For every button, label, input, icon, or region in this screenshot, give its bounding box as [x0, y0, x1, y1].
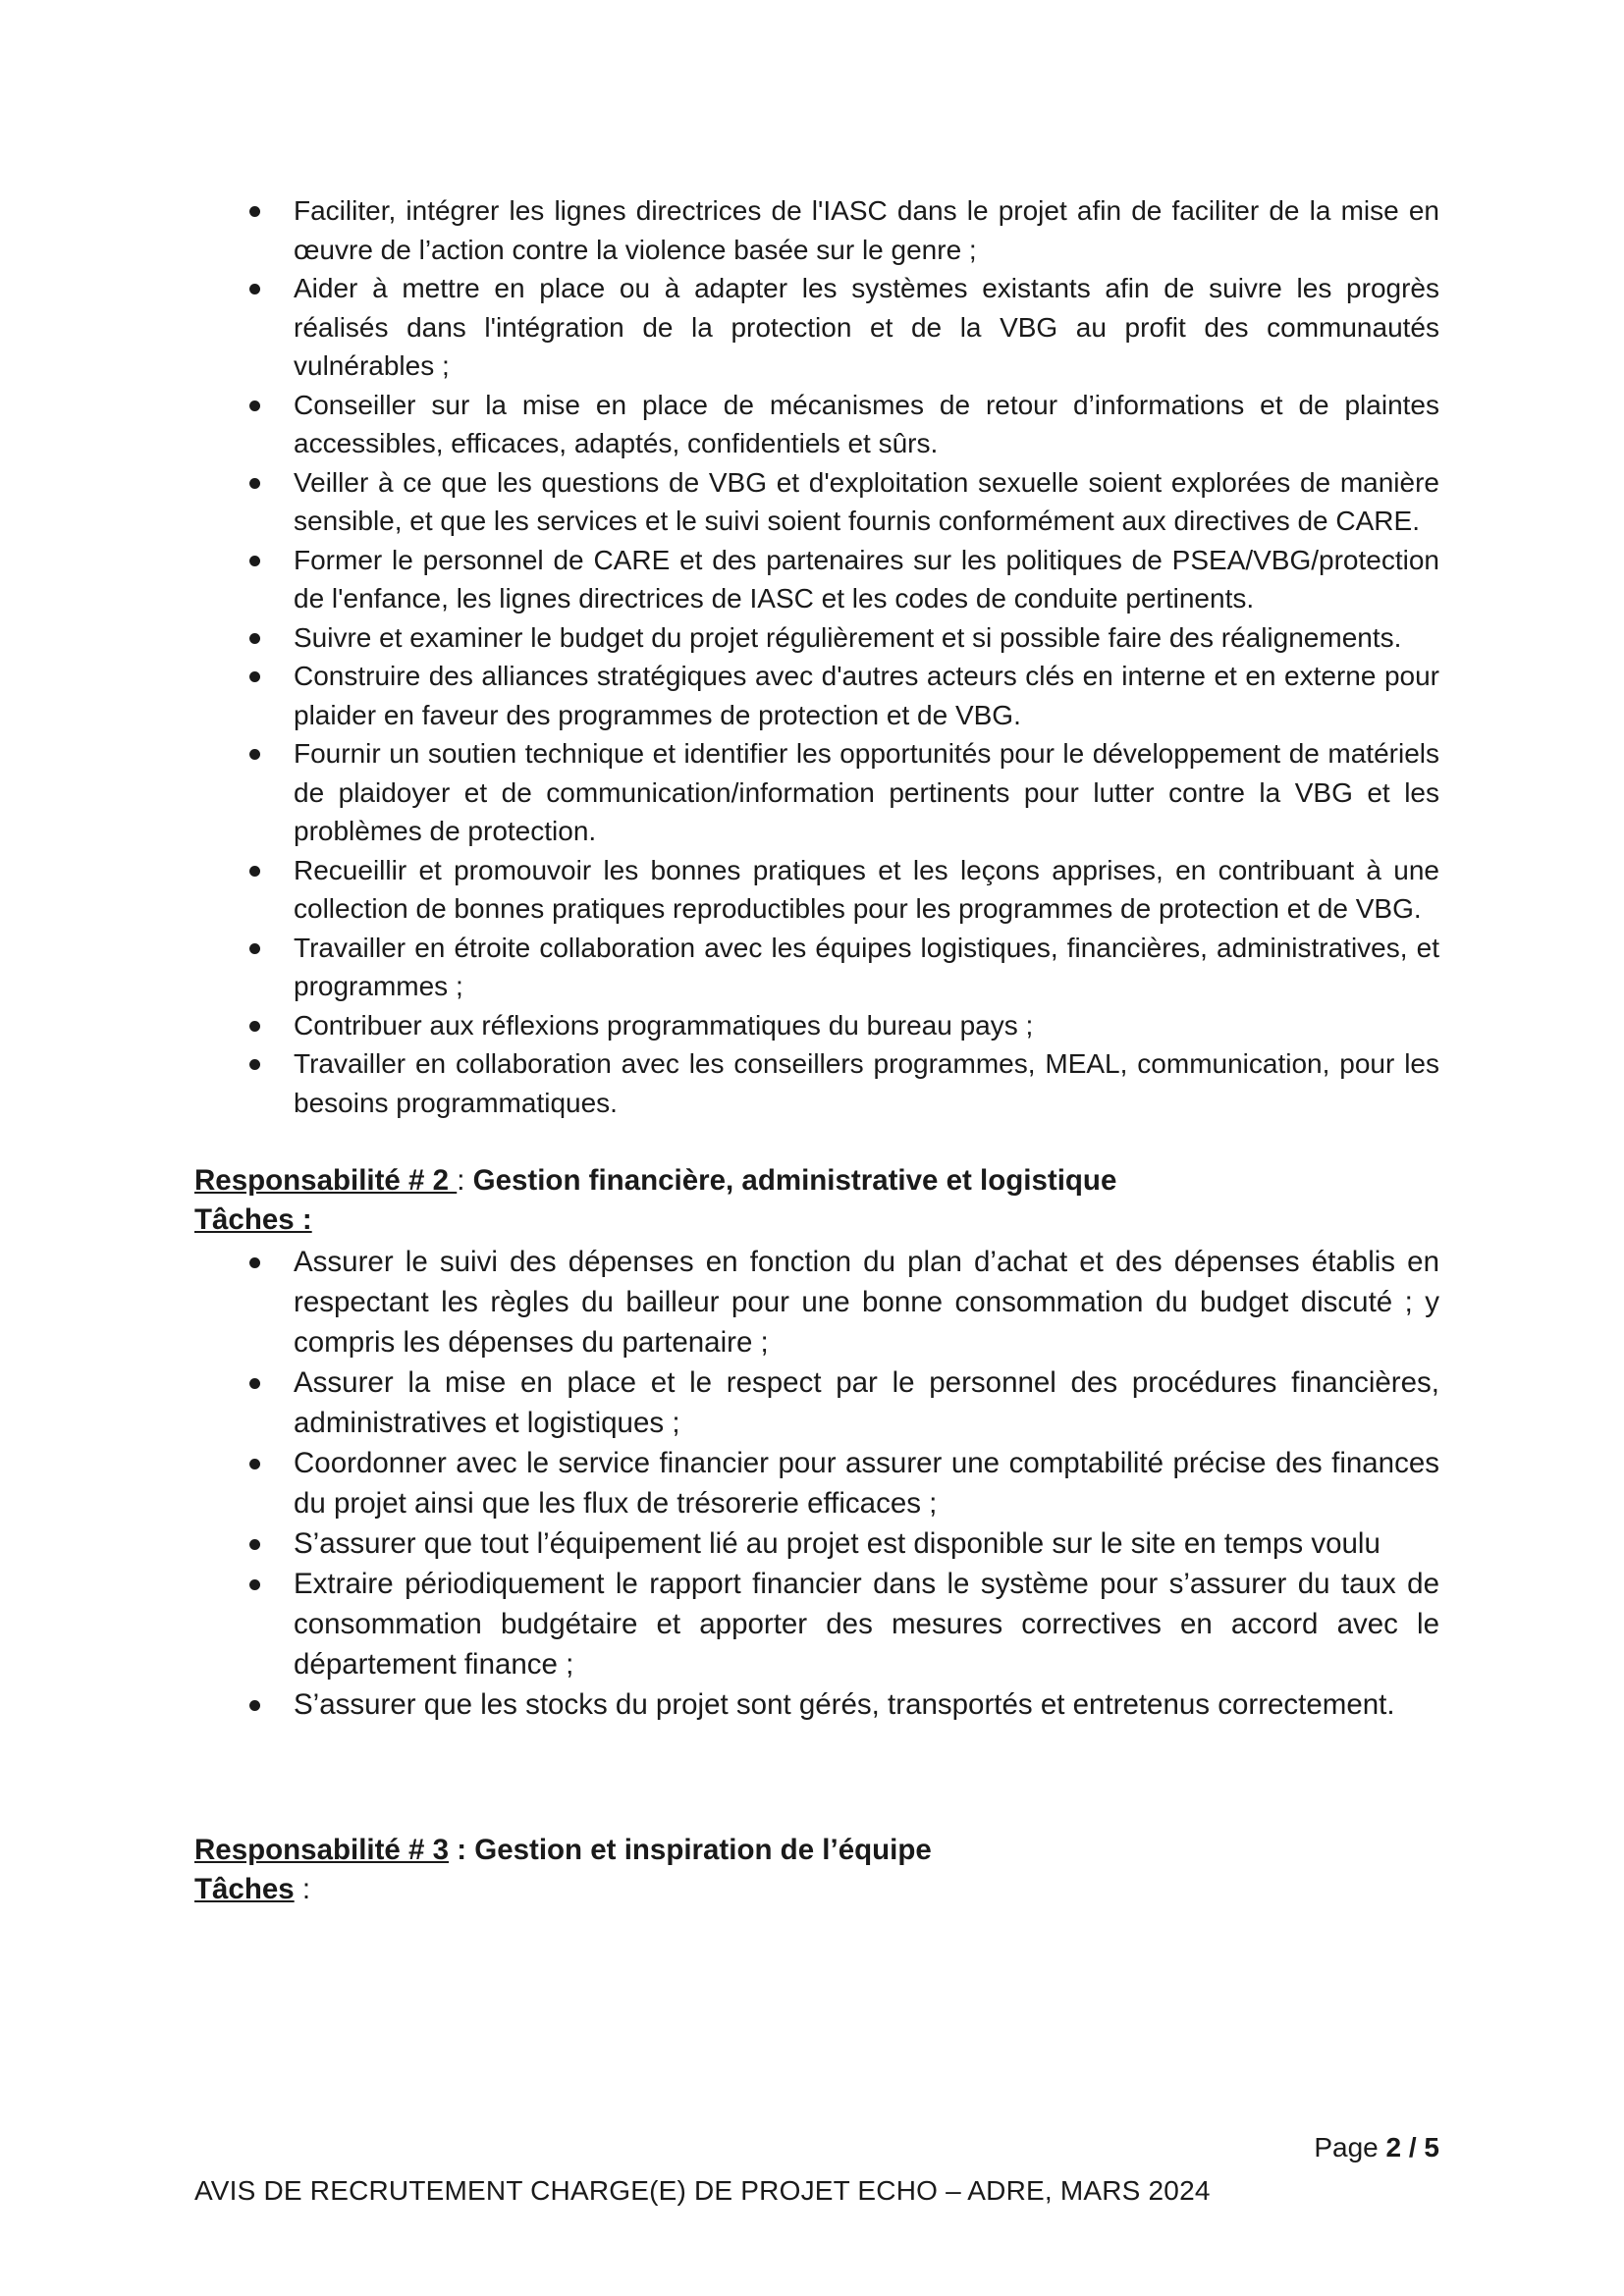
list-item [194, 463, 1439, 541]
page-number-total: 5 [1424, 2132, 1439, 2163]
list-item [194, 618, 1439, 658]
list-item-text: Conseiller sur la mise en place de mécanismes de retour d’informations et de plaintes accessibles, efficaces, adaptés, confidentiels et sûrs. [294, 389, 1439, 458]
list-item [194, 1044, 1439, 1122]
list-item [194, 851, 1439, 929]
bullet-icon [249, 1021, 260, 1032]
tasks-colon: : [294, 1873, 311, 1905]
list-item [194, 386, 1439, 463]
responsibility-2-task-list [194, 1242, 1439, 1725]
list-item-text: Suivre et examiner le budget du projet régulièrement et si possible faire des réalignements. [294, 621, 1402, 653]
responsibility-1-task-list [194, 191, 1439, 1122]
bullet-icon [249, 1059, 260, 1070]
list-item-text: Contribuer aux réflexions programmatiques du bureau pays ; [294, 1009, 1034, 1041]
responsibility-2-heading [194, 1161, 1439, 1201]
tasks-line [194, 1870, 1439, 1909]
list-item [194, 1443, 1439, 1523]
list-item [194, 269, 1439, 386]
heading-separator: : [457, 1164, 473, 1197]
list-item [194, 657, 1439, 734]
list-item-text: S’assurer que les stocks du projet sont gérés, transportés et entretenus correctement. [294, 1688, 1395, 1721]
tasks-label: Tâches [194, 1873, 295, 1905]
spacer [194, 1122, 1439, 1161]
bullet-icon [249, 556, 260, 566]
bullet-icon [249, 1579, 260, 1590]
bullet-icon [249, 1459, 260, 1469]
bullet-icon [249, 943, 260, 954]
page-number [1314, 2130, 1439, 2165]
list-item-text: Construire des alliances stratégiques avec d'autres acteurs clés en interne et en externe pour plaider en faveur des programmes de protection et de VBG. [294, 661, 1439, 730]
list-item [194, 1523, 1439, 1564]
bullet-icon [249, 866, 260, 877]
list-item-text: Faciliter, intégrer les lignes directrices de l'IASC dans le projet afin de faciliter de la mise en œuvre de l’action contre la violence basée sur le genre ; [294, 195, 1439, 265]
bullet-icon [249, 633, 260, 644]
bullet-icon [249, 478, 260, 489]
bullet-icon [249, 400, 260, 411]
bullet-icon [249, 749, 260, 760]
page-number-prefix: Page [1314, 2132, 1386, 2163]
list-item [194, 1242, 1439, 1362]
responsibility-3-label: Responsabilité # 3 [194, 1834, 450, 1866]
spacer [194, 1725, 1439, 1831]
list-item-text: Assurer la mise en place et le respect par le personnel des procédures financières, administratives et logistiques ; [294, 1366, 1439, 1439]
list-item [194, 541, 1439, 618]
bullet-icon [249, 1378, 260, 1389]
bullet-icon [249, 206, 260, 217]
page-content [194, 191, 1439, 1909]
list-item-text: S’assurer que tout l’équipement lié au projet est disponible sur le site en temps voulu [294, 1527, 1380, 1560]
list-item [194, 1006, 1439, 1045]
page-number-current: 2 [1385, 2132, 1402, 2163]
bullet-icon [249, 1539, 260, 1550]
list-item [194, 1362, 1439, 1443]
page-footer: AVIS DE RECRUTEMENT CHARGE(E) DE PROJET ECHO – ADRE, MARS 2024 [194, 2175, 1211, 2206]
bullet-icon [249, 671, 260, 682]
list-item [194, 1564, 1439, 1684]
list-item-text: Travailler en collaboration avec les conseillers programmes, MEAL, communication, pour les besoins programmatiques. [294, 1048, 1439, 1118]
page-number-separator: / [1401, 2132, 1425, 2163]
list-item-text: Extraire périodiquement le rapport financier dans le système pour s’assurer du taux de consommation budgétaire et apporter des mesures correctives en accord avec le département finance ; [294, 1568, 1439, 1681]
list-item-text: Former le personnel de CARE et des partenaires sur les politiques de PSEA/VBG/protection de l'enfance, les lignes directrices de IASC et les codes de conduite pertinents. [294, 544, 1439, 614]
responsibility-3-heading [194, 1831, 1439, 1870]
list-item-text: Assurer le suivi des dépenses en fonction du plan d’achat et des dépenses établis en respectant les règles du bailleur pour une bonne consommation du budget discuté ; y compris les dépenses du partenaire ; [294, 1246, 1439, 1359]
list-item-text: Travailler en étroite collaboration avec les équipes logistiques, financières, administratives, et programmes ; [294, 932, 1439, 1001]
list-item [194, 1684, 1439, 1725]
list-item-text: Fournir un soutien technique et identifier les opportunités pour le développement de matériels de plaidoyer et de communication/information pertinents pour lutter contre la VBG et les problèmes de protection. [294, 738, 1439, 846]
list-item [194, 191, 1439, 269]
tasks-line [194, 1201, 1439, 1240]
bullet-icon [249, 1257, 260, 1268]
bullet-icon [249, 284, 260, 294]
list-item-text: Veiller à ce que les questions de VBG et d'exploitation sexuelle soient explorées de manière sensible, et que les services et le suivi soient fournis conformément aux directives de CARE. [294, 466, 1439, 536]
tasks-label: Tâches : [194, 1203, 312, 1236]
list-item [194, 929, 1439, 1006]
list-item-text: Aider à mettre en place ou à adapter les systèmes existants afin de suivre les progrès réalisés dans l'intégration de la protection et de la VBG au profit des communautés vulnérables ; [294, 273, 1439, 381]
list-item-text: Coordonner avec le service financier pour assurer une comptabilité précise des finances du projet ainsi que les flux de trésorerie efficaces ; [294, 1447, 1439, 1520]
bullet-icon [249, 1700, 260, 1711]
responsibility-2-label: Responsabilité # 2 [194, 1164, 458, 1197]
responsibility-3-title: : Gestion et inspiration de l’équipe [449, 1834, 932, 1866]
list-item-text: Recueillir et promouvoir les bonnes pratiques et les leçons apprises, en contribuant à une collection de bonnes pratiques reproductibles pour les programmes de protection et de VBG. [294, 854, 1439, 924]
list-item [194, 734, 1439, 851]
responsibility-2-title: Gestion financière, administrative et logistique [472, 1164, 1117, 1197]
